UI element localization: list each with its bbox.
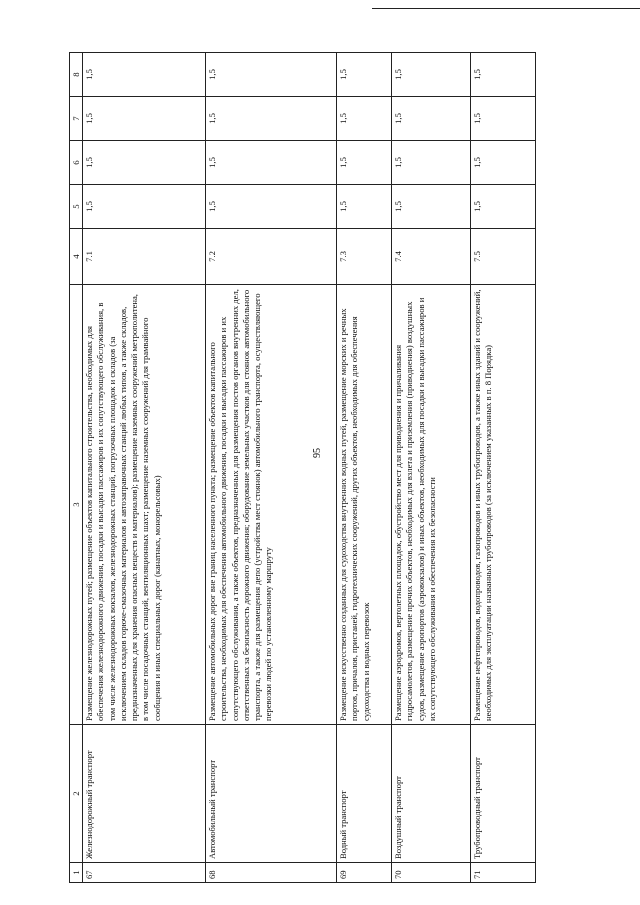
row-number: 71 [471, 863, 536, 883]
row-number: 67 [83, 863, 206, 883]
row-number: 69 [337, 863, 392, 883]
header-cell: 8 [70, 53, 83, 97]
coefficient-cell: 1,5 [206, 141, 337, 185]
header-cell: 6 [70, 141, 83, 185]
use-type-name: Автомобильный транспорт [206, 725, 337, 863]
coefficient-cell: 1,5 [471, 97, 536, 141]
coefficient-cell: 1,5 [206, 53, 337, 97]
use-type-name: Железнодорожный транспорт [83, 725, 206, 863]
table-row [471, 53, 536, 883]
coefficient-cell: 1,5 [206, 185, 337, 229]
use-type-description: Размещение искусственно созданных для судоходства внутренних водных путей, размещение морских и речных портов, причалов, пристаней, гидротехнических сооружений, других объектов, необходимых для обеспечения судоходства и водных перевозок [337, 285, 392, 725]
use-type-description: Размещение нефтепроводов, водопроводов, газопроводов и иных трубопроводов, а также иных зданий и сооружений, необходимых для эксплуатации названных трубопроводов (за исключением указанных в п. 8 Порядка) [471, 285, 536, 725]
coefficient-cell: 1,5 [83, 141, 206, 185]
classifier-code: 7.5 [471, 229, 536, 285]
coefficient-cell: 1,5 [337, 185, 392, 229]
coefficient-cell: 1,5 [392, 97, 471, 141]
coefficient-cell: 1,5 [83, 185, 206, 229]
coefficient-cell: 1,5 [392, 141, 471, 185]
use-type-description: Размещение аэродромов, вертолетных площадок, обустройство мест для приводнения и причаливания гидросамолетов, размещение прочих объектов, необходимых для взлета и приземления (приводнения) воздушных судов, размещение аэропортов (аэровокзалов) и иных объектов, необходимых для посадки и высадки пассажиров и их сопутствующего обслуживания и обеспечения их безопасности [392, 285, 471, 725]
coefficient-cell: 1,5 [471, 141, 536, 185]
classifier-code: 7.4 [392, 229, 471, 285]
top-rule [372, 8, 640, 9]
coefficient-cell: 1,5 [392, 53, 471, 97]
header-cell: 7 [70, 97, 83, 141]
coefficient-cell: 1,5 [337, 53, 392, 97]
use-type-description: Размещение автомобильных дорог вне границ населенного пункта; размещение объектов капитального строительства, необходимых для обеспечения автомобильного движения, посадки и высадки пассажиров и их сопутствующего обслуживания, а также объектов, предназначенных для размещения постов органов внутренних дел, ответственных за безопасность дорожного движения; оборудование земельных участков для стоянок автомобильного транспорта, а также для размещения депо (устройства мест стоянок) автомобильного транспорта, осуществляющего перевозки людей по установленному маршруту [206, 285, 337, 725]
coefficient-cell: 1,5 [337, 97, 392, 141]
use-type-description: Размещение железнодорожных путей; размещение объектов капитального строительства, необходимых для обеспечения железнодорожного движения, посадки и высадки пассажиров и их сопутствующего обслуживания, в том числе железнодорожных вокзалов, железнодорожных станций, погрузочных площадок и складов (за исключением складов горюче-смазочных материалов и автозаправочных станций любых типов, а также складов, предназначенных для хранения опасных веществ и материалов); размещение наземных сооружений метрополитена, в том числе посадочных станций, вентиляционных шахт; размещение наземных сооружений для трамвайного сообщения и иных специальных дорог (канатных, монорельсовых) [83, 285, 206, 725]
row-number: 68 [206, 863, 337, 883]
coefficient-cell: 1,5 [471, 185, 536, 229]
land-use-table [69, 52, 536, 883]
table-row [206, 53, 337, 883]
coefficient-cell: 1,5 [206, 97, 337, 141]
row-number: 70 [392, 863, 471, 883]
classifier-code: 7.2 [206, 229, 337, 285]
table-row [337, 53, 392, 883]
use-type-name: Водный транспорт [337, 725, 392, 863]
use-type-name: Трубопроводный транспорт [471, 725, 536, 863]
coefficient-cell: 1,5 [83, 97, 206, 141]
use-type-name: Воздушный транспорт [392, 725, 471, 863]
header-cell: 5 [70, 185, 83, 229]
page-number: 95 [312, 448, 323, 458]
header-row [70, 53, 83, 883]
table-row [83, 53, 206, 883]
header-cell: 4 [70, 229, 83, 285]
coefficient-cell: 1,5 [83, 53, 206, 97]
table-row [392, 53, 471, 883]
coefficient-cell: 1,5 [392, 185, 471, 229]
rotated-table-container [69, 53, 629, 883]
header-cell: 1 [70, 863, 83, 883]
header-cell: 2 [70, 725, 83, 863]
coefficient-cell: 1,5 [337, 141, 392, 185]
header-cell: 3 [70, 285, 83, 725]
coefficient-cell: 1,5 [471, 53, 536, 97]
classifier-code: 7.1 [83, 229, 206, 285]
classifier-code: 7.3 [337, 229, 392, 285]
